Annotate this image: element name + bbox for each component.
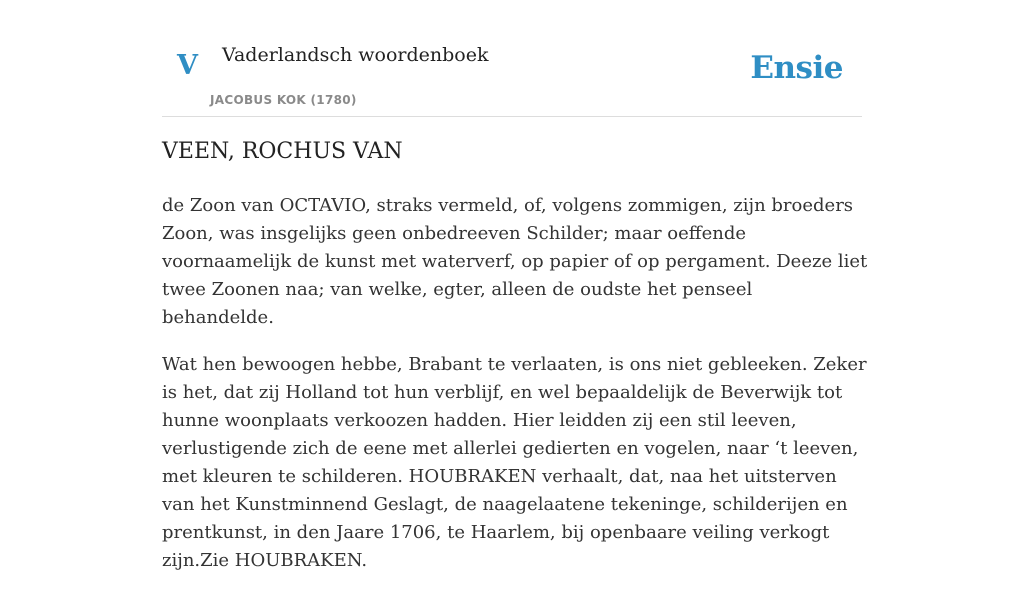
letter-index-link[interactable]: V [177, 50, 198, 81]
book-title-link[interactable]: Vaderlandsch woordenboek [222, 44, 489, 66]
entry-paragraph-1: de Zoon van OCTAVIO, straks vermeld, of, volgens zommigen, zijn broeders Zoon, was insgelijks geen onbedreeven Schilder; maar oeffende voornaamelijk de kunst met waterverf, op papier of op pergament. Deeze liet twee Zoonen naa; van welke, egter, alleen de oudste het penseel behandelde. [162, 195, 868, 328]
entry-body [162, 192, 868, 594]
author-label: JACOBUS KOK (1780) [210, 93, 357, 107]
header [162, 0, 862, 117]
entry-title: VEEN, ROCHUS VAN [162, 139, 403, 164]
ensie-logo-link[interactable]: Ensie [750, 50, 843, 86]
entry-paragraph-2: Wat hen bewoogen hebbe, Brabant te verlaaten, is ons niet gebleeken. Zeker is het, dat zij Holland tot hun verblijf, en wel bepaaldelijk de Beverwijk tot hunne woonplaats verkoozen hadden. Hier leidden zij een stil leeven, verlustigende zich de eene met allerlei gedierten en vogelen, naar ‘t leeven, met kleuren te schilderen. HOUBRAKEN verhaalt, dat, naa het uitsterven van het Kunstminnend Geslagt, de naagelaatene tekeninge, schilderijen en prentkunst, in den Jaare 1706, te Haarlem, bij openbaare veiling verkogt zijn.Zie HOUBRAKEN. [162, 354, 867, 571]
